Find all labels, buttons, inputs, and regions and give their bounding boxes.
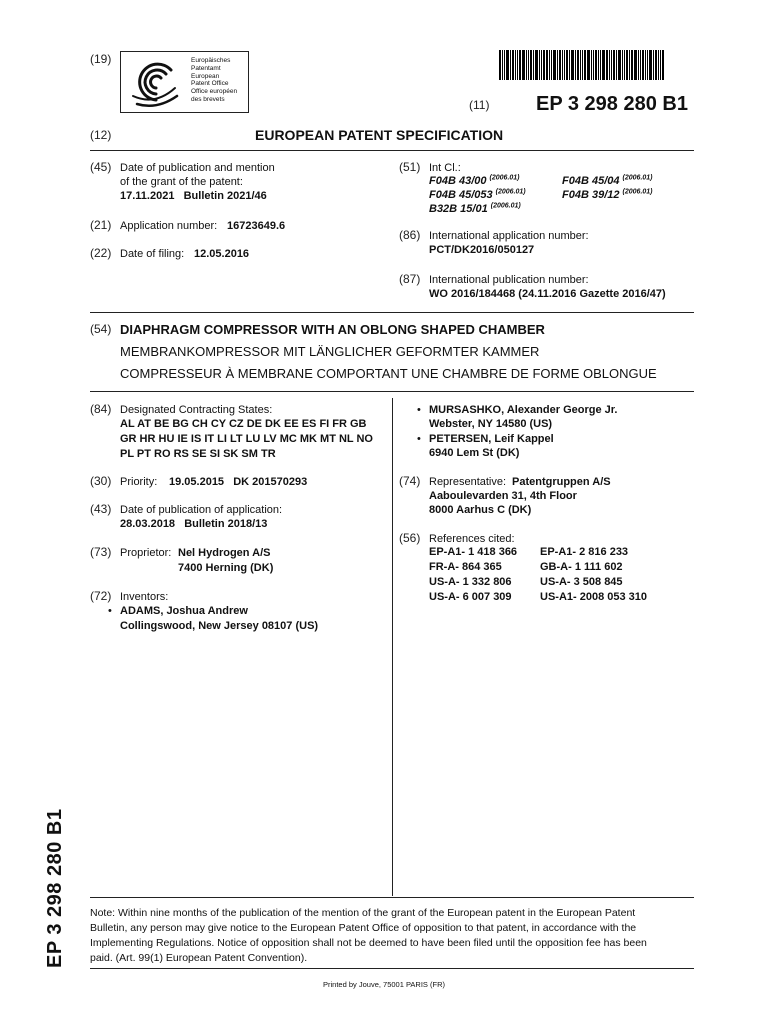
inventor-address: 6940 Lem St (DK)	[429, 447, 520, 459]
int-cl-version: (2006.01)	[622, 188, 653, 196]
barcode-bar	[629, 50, 630, 80]
barcode-bar	[600, 50, 601, 80]
publication-number: EP 3 298 280 B1	[536, 93, 688, 115]
divider	[90, 391, 694, 392]
barcode-bar	[504, 50, 505, 80]
inventor-address: Webster, NY 14580 (US)	[429, 418, 553, 430]
barcode-bar	[618, 50, 621, 80]
column-divider	[392, 398, 393, 896]
inid-code-45: (45)	[90, 160, 112, 174]
barcode-icon	[499, 50, 694, 80]
barcode-bar	[566, 50, 568, 80]
int-cl-version: (2006.01)	[622, 174, 653, 182]
inid-code-12: (12)	[90, 128, 112, 142]
barcode-bar	[582, 50, 583, 80]
designated-states-line: PL PT RO RS SE SI SK SM TR	[120, 448, 276, 460]
barcode-bar	[634, 50, 637, 80]
barcode-bar	[535, 50, 538, 80]
inid-code-86: (86)	[399, 228, 421, 242]
barcode-bar	[622, 50, 623, 80]
barcode-bar	[587, 50, 590, 80]
barcode-bar	[519, 50, 521, 80]
inid-code-43: (43)	[90, 502, 112, 516]
barcode-bar	[553, 50, 556, 80]
note-line: Note: Within nine months of the publication of the mention of the grant of the European patent in the European Patent	[90, 907, 636, 919]
divider	[90, 312, 694, 313]
barcode-bar	[549, 50, 550, 80]
barcode-bar	[577, 50, 579, 80]
note-line: Bulletin, any person may give notice to the European Patent Office of opposition to that patent, in accordance with the	[90, 922, 637, 934]
int-cl-item	[429, 174, 520, 189]
note-line: Implementing Regulations. Notice of opposition shall not be deemed to have been filed until the opposition fee has been	[90, 937, 647, 949]
int-cl-version: (2006.01)	[490, 202, 521, 210]
title-english: DIAPHRAGM COMPRESSOR WITH AN OBLONG SHAPED CHAMBER	[120, 322, 545, 337]
int-cl-class: B32B 15/01	[429, 203, 488, 215]
grant-publication-value: 17.11.2021 Bulletin 2021/46	[120, 190, 267, 202]
application-number-label: Application number:	[120, 220, 218, 232]
office-name-line: Europäisches	[191, 57, 231, 64]
barcode-bar	[543, 50, 545, 80]
epo-logo-icon	[127, 56, 185, 110]
barcode-bar	[584, 50, 586, 80]
barcode-bar	[655, 50, 657, 80]
reference-item: US-A- 3 508 845	[540, 576, 623, 588]
designated-states-line: AL AT BE BG CH CY CZ DE DK EE ES FI FR GB	[120, 418, 367, 430]
barcode-bar	[647, 50, 648, 80]
int-cl-item	[562, 188, 653, 203]
inid-code-73: (73)	[90, 545, 112, 559]
int-cl-version: (2006.01)	[495, 188, 526, 196]
reference-item: EP-A1- 1 418 366	[429, 546, 518, 558]
barcode-bar	[557, 50, 558, 80]
barcode-bar	[499, 50, 501, 80]
barcode-bar	[640, 50, 641, 80]
inventor-name: ADAMS, Joshua Andrew	[120, 605, 248, 617]
note-line: paid. (Art. 99(1) European Patent Convention).	[90, 952, 308, 964]
references-list	[429, 545, 699, 605]
barcode-bar	[616, 50, 617, 80]
inid-code-84: (84)	[90, 402, 112, 416]
representative-label: Representative:	[429, 476, 507, 488]
barcode-bar	[551, 50, 552, 80]
inid-code-56: (56)	[399, 531, 421, 545]
barcode-bar	[580, 50, 581, 80]
bullet-icon: •	[417, 433, 421, 445]
barcode-bar	[517, 50, 518, 80]
int-cl-class: F04B 45/04	[562, 175, 620, 187]
barcode-bar	[642, 50, 644, 80]
int-cl-class: F04B 39/12	[562, 189, 620, 201]
int-cl-item	[429, 188, 526, 203]
barcode-bar	[611, 50, 612, 80]
intl-application-value: PCT/DK2016/050127	[429, 244, 535, 256]
barcode-bar	[512, 50, 514, 80]
filing-date-value: 12.05.2016	[194, 248, 250, 260]
office-name-line: European	[191, 72, 220, 80]
barcode-bar	[575, 50, 576, 80]
barcode-bar	[613, 50, 615, 80]
references-label: References cited:	[429, 533, 515, 545]
barcode-bar	[593, 50, 594, 80]
barcode-bar	[510, 50, 511, 80]
inventor-name: MURSASHKO, Alexander George Jr.	[429, 404, 618, 416]
inid-code-54: (54)	[90, 322, 112, 336]
office-names	[191, 57, 249, 104]
inid-code-72: (72)	[90, 589, 112, 603]
barcode-bar	[569, 50, 570, 80]
barcode-bar	[598, 50, 599, 80]
barcode-bar	[541, 50, 542, 80]
barcode-bar	[546, 50, 548, 80]
barcode-bar	[591, 50, 592, 80]
barcode-bar	[645, 50, 646, 80]
document-type: EUROPEAN PATENT SPECIFICATION	[255, 127, 504, 143]
proprietor-label: Proprietor:	[120, 547, 172, 559]
barcode-bar	[595, 50, 597, 80]
barcode-bar	[649, 50, 652, 80]
barcode-bar	[571, 50, 574, 80]
inid-code-11: (11)	[469, 98, 490, 112]
epo-logo	[120, 51, 249, 113]
inid-code-74: (74)	[399, 474, 421, 488]
barcode-bar	[564, 50, 565, 80]
barcode-bar	[631, 50, 633, 80]
barcode-bar	[658, 50, 659, 80]
inventor-name: PETERSEN, Leif Kappel	[429, 433, 554, 445]
inventors-label: Inventors:	[120, 591, 169, 603]
designated-states-label: Designated Contracting States:	[120, 404, 273, 416]
references-row	[429, 590, 699, 605]
representative-address: 8000 Aarhus C (DK)	[429, 504, 532, 516]
intl-publication-label: International publication number:	[429, 274, 589, 286]
barcode-bar	[539, 50, 540, 80]
barcode-bar	[530, 50, 532, 80]
barcode-bar	[609, 50, 610, 80]
barcode-bar	[626, 50, 628, 80]
divider	[90, 897, 694, 898]
references-row	[429, 545, 699, 560]
barcode-bar	[506, 50, 509, 80]
inid-code-22: (22)	[90, 246, 112, 260]
references-row	[429, 575, 699, 590]
title-german: MEMBRANKOMPRESSOR MIT LÄNGLICHER GEFORMTER KAMMER	[120, 344, 540, 359]
int-cl-class: F04B 45/053	[429, 189, 493, 201]
office-name-line: des brevets	[191, 95, 225, 103]
int-cl-class: F04B 43/00	[429, 175, 487, 187]
int-cl-version: (2006.01)	[489, 174, 520, 182]
barcode-bar	[515, 50, 516, 80]
designated-states-line: GR HR HU IE IS IT LI LT LU LV MC MK MT NL NO	[120, 433, 373, 445]
barcode-bar	[528, 50, 529, 80]
grant-publication-label-2: of the grant of the patent:	[120, 176, 243, 188]
proprietor-address: 7400 Herning (DK)	[178, 562, 274, 574]
priority-value: 19.05.2015 DK 201570293	[169, 476, 308, 488]
inid-code-30: (30)	[90, 474, 112, 488]
barcode-bar	[606, 50, 608, 80]
bullet-icon: •	[417, 404, 421, 416]
barcode-bar	[638, 50, 639, 80]
priority-label: Priority:	[120, 476, 158, 488]
reference-item: US-A- 6 007 309	[429, 591, 512, 603]
intl-publication-value: WO 2016/184468 (24.11.2016 Gazette 2016/47)	[429, 288, 666, 300]
reference-item: US-A1- 2008 053 310	[540, 591, 648, 603]
int-cl-item	[562, 174, 653, 189]
barcode-bar	[526, 50, 527, 80]
intl-application-label: International application number:	[429, 230, 589, 242]
inid-code-19: (19)	[90, 52, 112, 66]
inid-code-51: (51)	[399, 160, 421, 174]
divider	[90, 150, 694, 151]
barcode-bar	[559, 50, 561, 80]
barcode-bar	[522, 50, 525, 80]
office-name-line: Patentamt	[191, 64, 221, 72]
divider	[90, 968, 694, 969]
bullet-icon: •	[108, 605, 112, 617]
application-number-value: 16723649.6	[227, 220, 286, 232]
barcode-bar	[533, 50, 534, 80]
side-publication-number: EP 3 298 280 B1	[44, 808, 66, 968]
references-row	[429, 560, 699, 575]
reference-item: GB-A- 1 111 602	[540, 561, 623, 573]
application-publication-label: Date of publication of application:	[120, 504, 283, 516]
inid-code-21: (21)	[90, 218, 112, 232]
barcode-bar	[502, 50, 503, 80]
barcode-bar	[624, 50, 625, 80]
representative-address: Aaboulevarden 31, 4th Floor	[429, 490, 577, 502]
barcode-bar	[562, 50, 563, 80]
barcode-bar	[653, 50, 654, 80]
barcode-bar	[660, 50, 661, 80]
int-cl-item	[429, 202, 521, 217]
filing-date-label: Date of filing:	[120, 248, 185, 260]
reference-item: FR-A- 864 365	[429, 561, 502, 573]
inid-code-87: (87)	[399, 272, 421, 286]
application-publication-value: 28.03.2018 Bulletin 2018/13	[120, 518, 268, 530]
grant-publication-label-1: Date of publication and mention	[120, 162, 275, 174]
inventor-address: Collingswood, New Jersey 08107 (US)	[120, 620, 319, 632]
proprietor-name: Nel Hydrogen A/S	[178, 547, 271, 559]
barcode-bar	[602, 50, 605, 80]
office-name-line: Office européen	[191, 88, 238, 96]
barcode-bar	[662, 50, 664, 80]
title-french: COMPRESSEUR À MEMBRANE COMPORTANT UNE CHAMBRE DE FORME OBLONGUE	[120, 366, 657, 381]
opposition-note	[90, 906, 700, 966]
printer-imprint: Printed by Jouve, 75001 PARIS (FR)	[323, 980, 445, 989]
int-cl-label: Int Cl.:	[429, 162, 461, 174]
representative-name: Patentgruppen A/S	[512, 476, 611, 488]
reference-item: US-A- 1 332 806	[429, 576, 512, 588]
reference-item: EP-A1- 2 816 233	[540, 546, 629, 558]
office-name-line: Patent Office	[191, 80, 229, 88]
